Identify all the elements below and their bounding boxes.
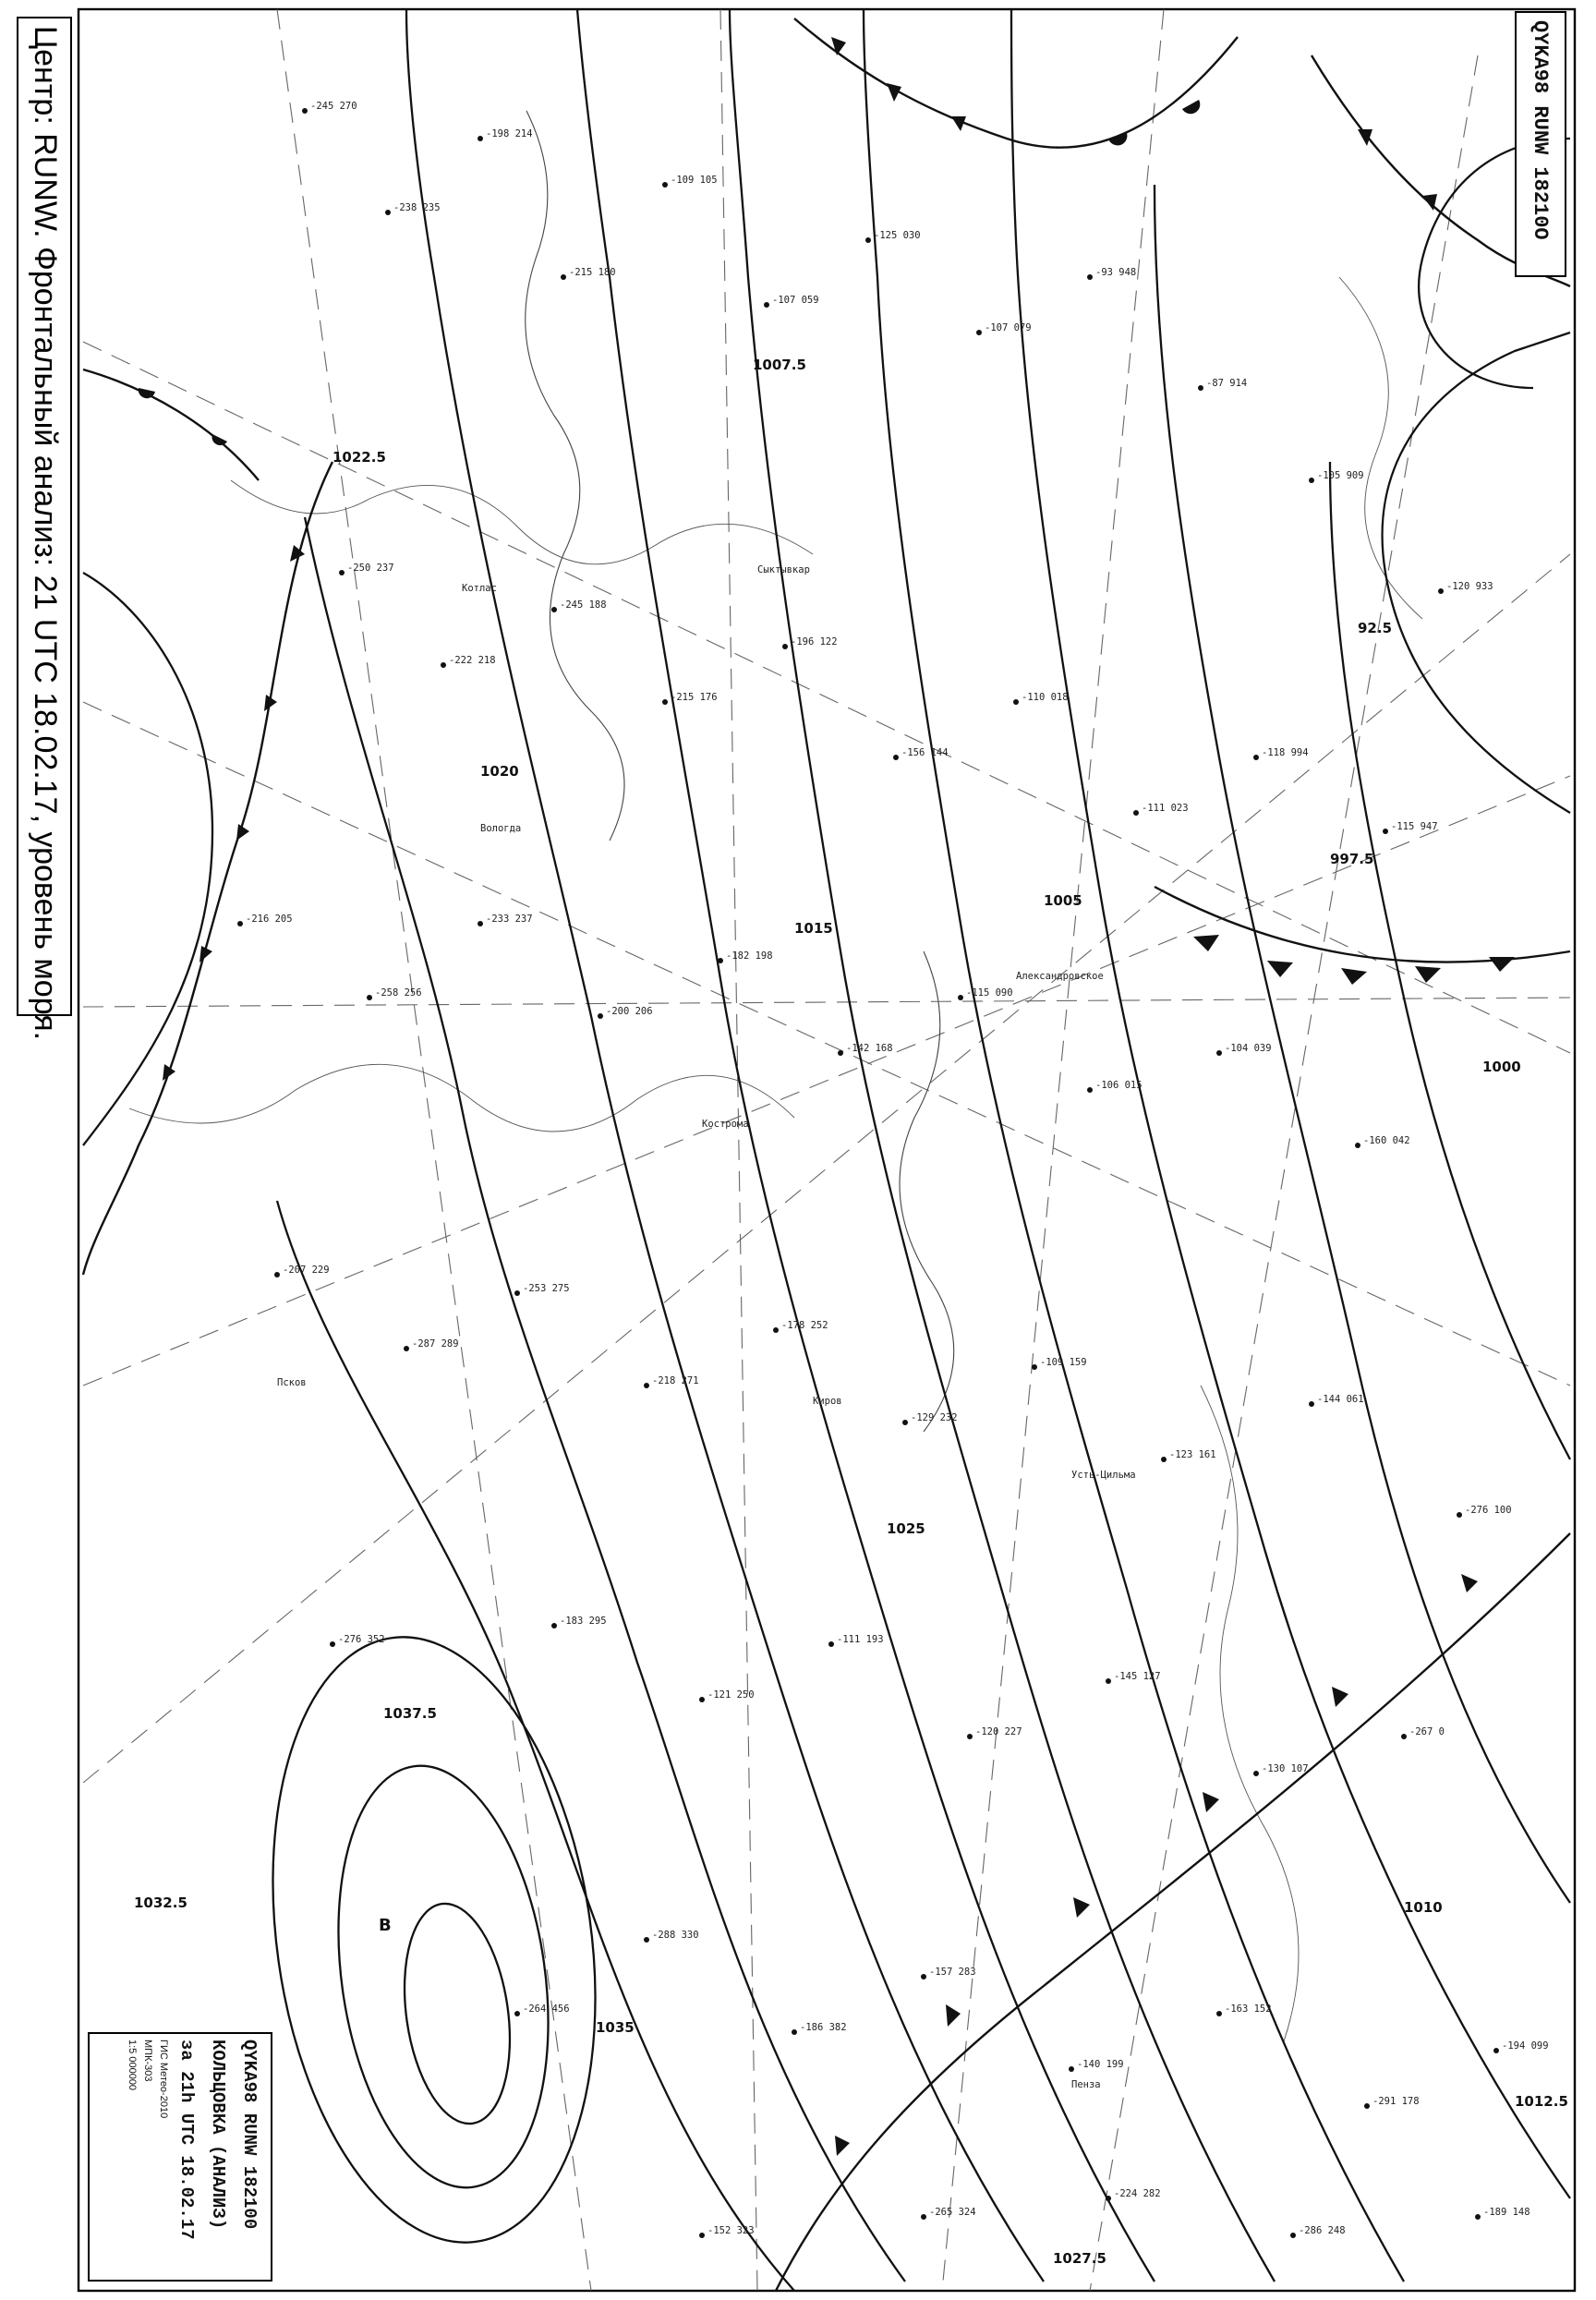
svg-text:-157 283: -157 283 xyxy=(929,1967,976,1978)
svg-text:-215 176: -215 176 xyxy=(671,692,718,703)
legend-workstation: МПК-303 xyxy=(142,2040,153,2082)
svg-text:-145 127: -145 127 xyxy=(1114,1671,1161,1682)
svg-text:-156 144: -156 144 xyxy=(901,747,949,758)
svg-text:-238 235: -238 235 xyxy=(393,202,441,213)
isobar-label: 1027.5 xyxy=(1053,2250,1106,2267)
svg-text:-111 023: -111 023 xyxy=(1142,803,1189,814)
isobar-label: 92.5 xyxy=(1358,620,1393,636)
svg-text:-107 059: -107 059 xyxy=(772,295,819,306)
svg-text:-250 237: -250 237 xyxy=(347,563,394,574)
place-label: Сыктывкар xyxy=(757,564,810,575)
svg-text:-253 275: -253 275 xyxy=(523,1283,570,1294)
svg-text:-111 193: -111 193 xyxy=(837,1634,884,1645)
place-label: Котлас xyxy=(462,583,497,594)
isobar-label: 1015 xyxy=(794,920,833,937)
svg-text:-120 933: -120 933 xyxy=(1446,581,1493,592)
svg-text:-291 178: -291 178 xyxy=(1372,2096,1420,2107)
svg-text:-104 039: -104 039 xyxy=(1225,1043,1272,1054)
svg-text:-218 271: -218 271 xyxy=(652,1375,699,1386)
svg-text:-87 914: -87 914 xyxy=(1206,378,1248,389)
isobar-label: 1007.5 xyxy=(753,357,806,373)
coastlines-borders xyxy=(129,111,1422,2041)
svg-text:-287 289: -287 289 xyxy=(412,1338,459,1350)
legend-box xyxy=(88,2032,272,2282)
place-label: Кострома xyxy=(702,1119,749,1130)
high-pressure-centre: В xyxy=(379,1916,392,1935)
place-names xyxy=(277,564,1136,2090)
svg-text:-93 948: -93 948 xyxy=(1095,267,1137,278)
isobar-label: 1025 xyxy=(887,1520,925,1537)
legend-chart-type: КОЛЬЦОВКА (АНАЛИЗ) xyxy=(208,2040,228,2230)
legend-scale: 1:5 000000 xyxy=(127,2040,138,2091)
svg-text:-196 122: -196 122 xyxy=(791,636,838,648)
svg-text:-120 227: -120 227 xyxy=(975,1726,1022,1737)
isobars xyxy=(83,9,1570,2291)
legend-content xyxy=(90,2040,265,2280)
svg-text:-286 248: -286 248 xyxy=(1299,2225,1346,2236)
isobar-label: 1020 xyxy=(480,763,519,780)
svg-text:-182 198: -182 198 xyxy=(726,950,773,962)
svg-text:-115 090: -115 090 xyxy=(966,987,1013,999)
legend-software: ГИС Метео-2010 xyxy=(158,2040,169,2119)
isobar-label: 997.5 xyxy=(1330,851,1374,867)
place-label: Александровское xyxy=(1016,971,1104,982)
svg-text:-107 079: -107 079 xyxy=(985,322,1032,333)
place-label: Киров xyxy=(813,1396,842,1407)
lat-lon-grid xyxy=(83,9,1570,2291)
svg-text:-233 237: -233 237 xyxy=(486,914,533,925)
isobar-label: 1000 xyxy=(1482,1059,1521,1075)
isobar-label: 1037.5 xyxy=(383,1705,437,1722)
svg-text:-163 152: -163 152 xyxy=(1225,2003,1272,2015)
header-code: QYKA98 RUNW 18210O xyxy=(1529,20,1552,240)
svg-text:-194 099: -194 099 xyxy=(1502,2040,1549,2052)
svg-text:-125 030: -125 030 xyxy=(874,230,921,241)
place-label: Усть-Цильма xyxy=(1071,1470,1136,1481)
place-label: Вологда xyxy=(480,823,522,834)
svg-text:-189 148: -189 148 xyxy=(1483,2207,1530,2218)
svg-text:-267 0: -267 0 xyxy=(1409,1726,1445,1737)
svg-text:-118 994: -118 994 xyxy=(1262,747,1309,758)
svg-text:-123 161: -123 161 xyxy=(1169,1449,1216,1460)
place-label: Псков xyxy=(277,1377,307,1388)
svg-text:-186 382: -186 382 xyxy=(800,2022,847,2033)
place-label: Пенза xyxy=(1071,2079,1101,2090)
svg-text:-222 218: -222 218 xyxy=(449,655,496,666)
isobar-label: 1022.5 xyxy=(332,449,386,466)
svg-text:-178 252: -178 252 xyxy=(781,1320,828,1331)
svg-text:-109 105: -109 105 xyxy=(671,175,718,186)
map-title: Центр: RUNW. Фронтальный анализ: 21 UTC 18.02.17, уровень моря. xyxy=(28,26,63,1041)
svg-text:-207 229: -207 229 xyxy=(283,1265,330,1276)
svg-text:-276 352: -276 352 xyxy=(338,1634,385,1645)
isobar-labels xyxy=(134,357,1568,2267)
svg-text:-121 250: -121 250 xyxy=(707,1689,755,1701)
svg-text:-183 295: -183 295 xyxy=(560,1616,607,1627)
svg-text:-130 107: -130 107 xyxy=(1262,1763,1309,1774)
legend-valid-time: за 21h UTC 18.02.17 xyxy=(176,2040,197,2240)
svg-text:-216 205: -216 205 xyxy=(246,914,293,925)
svg-text:-160 042: -160 042 xyxy=(1363,1135,1410,1146)
isobar-label: 1005 xyxy=(1044,892,1082,909)
station-plots xyxy=(237,101,1549,2238)
svg-text:-245 188: -245 188 xyxy=(560,599,607,611)
isobar-label: 1012.5 xyxy=(1515,2093,1568,2110)
svg-text:-198 214: -198 214 xyxy=(486,128,533,139)
map-title-box xyxy=(17,17,72,1041)
svg-text:-264 456: -264 456 xyxy=(523,2003,570,2015)
isobar-label: 1035 xyxy=(596,2019,635,2036)
svg-text:-140 199: -140 199 xyxy=(1077,2059,1124,2070)
svg-text:-109 159: -109 159 xyxy=(1040,1357,1087,1368)
svg-text:-142 168: -142 168 xyxy=(846,1043,893,1054)
map-frame xyxy=(79,9,1575,2291)
isobar-label: 1032.5 xyxy=(134,1894,187,1911)
svg-text:-265 324: -265 324 xyxy=(929,2207,976,2218)
svg-text:-144 061: -144 061 xyxy=(1317,1394,1364,1405)
svg-text:-152 323: -152 323 xyxy=(707,2225,755,2236)
svg-text:-200 206: -200 206 xyxy=(606,1006,653,1017)
svg-text:-288 330: -288 330 xyxy=(652,1930,699,1941)
legend-bulletin-code: QYKA98 RUNW 182100 xyxy=(239,2040,260,2230)
svg-text:-245 270: -245 270 xyxy=(310,101,357,112)
svg-text:-258 256: -258 256 xyxy=(375,987,422,999)
svg-text:-215 180: -215 180 xyxy=(569,267,616,278)
svg-text:-105 909: -105 909 xyxy=(1317,470,1364,481)
fronts xyxy=(83,18,1570,2291)
svg-text:-129 232: -129 232 xyxy=(911,1412,958,1423)
svg-text:-110 018: -110 018 xyxy=(1022,692,1069,703)
svg-text:-276 100: -276 100 xyxy=(1465,1505,1512,1516)
isobar-label: 1010 xyxy=(1404,1899,1443,1916)
svg-text:-224 282: -224 282 xyxy=(1114,2188,1161,2199)
header-code-box xyxy=(1515,11,1566,277)
svg-text:-115 947: -115 947 xyxy=(1391,821,1438,832)
svg-text:-106 015: -106 015 xyxy=(1095,1080,1143,1091)
